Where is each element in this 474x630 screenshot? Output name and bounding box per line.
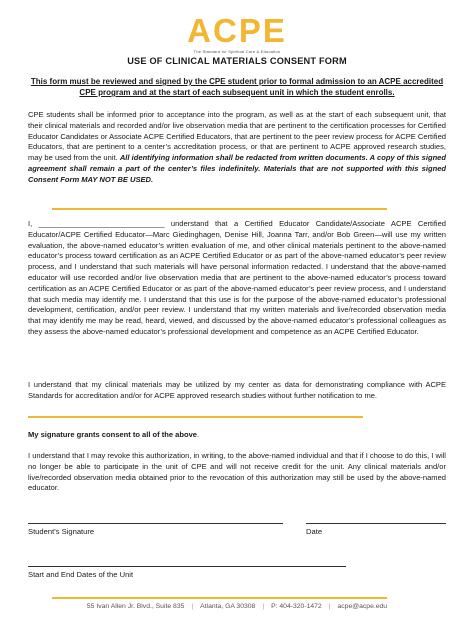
section-divider [28, 416, 363, 418]
unit-dates-label: Start and End Dates of the Unit [28, 570, 134, 579]
consent-heading-text: My signature grants consent to all of the above [28, 430, 197, 439]
understand-paragraph: I, ______________________________ understand that a Certified Educator Candidate/Associate ACPE Certified Educator/ACPE Certified Educator—Marc Giedinghagen, Denise Hill, Joanna Tarr, and/or Bob Green—will use my written evaluation, the above-named educator’s written evaluation of me, and other clinical materials pertinent to the above-named educator’s process toward certification as an ACPE Certified Educator or as part of the above-named educator’s peer review process, and I understand that such materials will have personal information redacted. I understand that the above-named educator will use recorded and/or live observation media that are pertinent to the above-named educator’s process toward certification as an ACPE Certified Educator or as part of the above-named educator’s peer review process, and I understand that such media may identify me. I understand that this use is for the purpose of the above-named educator’s professional development, certification, and/or peer review. I understand that my written materials and live/recorded observation media that may identify me may be read, heard, viewed, and discussed by the above-named educator’s professional colleagues as they assess the above-named educator’s professional development and competence as an ACPE Certified Educator. [28, 219, 446, 336]
consent-heading: My signature grants consent to all of the above. [28, 430, 200, 439]
acpe-logo [0, 14, 474, 54]
center-use-paragraph: I understand that my clinical materials may be utilized by my center as data for demonstrating compliance with ACPE Standards for accreditation and/or for ACPE approved research studies without further notification to me. [28, 380, 446, 400]
intro-paragraph [28, 110, 446, 186]
date-label: Date [306, 527, 323, 536]
unit-dates-line[interactable] [28, 566, 346, 567]
section-divider [52, 208, 387, 210]
footer-phone: P: 404-320-1472 [271, 603, 322, 610]
logo-tagline: The Standard for Spiritual Care & Education [193, 49, 281, 54]
revoke-paragraph: I understand that I may revoke this authorization, in writing, to the above-named individual and that if I choose to do this, I will no longer be able to participate in the unit of CPE and will not receive credit for the unit. Any clinical materials and/or live/recorded observation media obtained prior to the revocation of this authorization may still be used by the above-named educator. [28, 451, 446, 493]
intro-emphasis: All identifying information shall be redacted from written documents. A copy of this signed agreement shall remain a part of the center’s files indefinitely. Materials that are not supported with this signed Consent Form MAY NOT BE USED. [28, 153, 446, 184]
date-line[interactable] [306, 523, 446, 524]
signature-label: Student’s Signature [28, 527, 95, 536]
footer-address: 55 Ivan Allen Jr. Blvd., Suite 835 [86, 603, 185, 610]
footer-email[interactable]: acpe@acpe.edu [337, 603, 388, 610]
form-title: USE OF CLINICAL MATERIALS CONSENT FORM [127, 56, 347, 66]
admission-notice: This form must be reviewed and signed by the CPE student prior to formal admission to an ACPE accredited CPE program and at the start of each subsequent unit in which the student enrolls. [30, 77, 444, 97]
footer: 55 Ivan Allen Jr. Blvd., Suite 835 | Atlanta, GA 30308 | P: 404-320-1472 | acpe@acpe.edu [86, 603, 388, 610]
footer-divider [52, 597, 387, 599]
logo-wordmark: ACPE [187, 12, 287, 49]
intro-text: CPE students shall be informed prior to acceptance into the program, as well as at the start of each subsequent unit, that their clinical materials and recorded and/or live observation media that are pertinent to the certification processes for Certified Educator Candidates or Associate ACPE Certified Educators, that are pertinent to the peer review process for ACPE Certified Educators, that are pertinent to a center’s accreditation process, or that are pertinent to ACPE approved research studies, may be used from the unit. [28, 110, 446, 163]
signature-line[interactable] [28, 523, 283, 524]
footer-city: Atlanta, GA 30308 [200, 603, 256, 610]
